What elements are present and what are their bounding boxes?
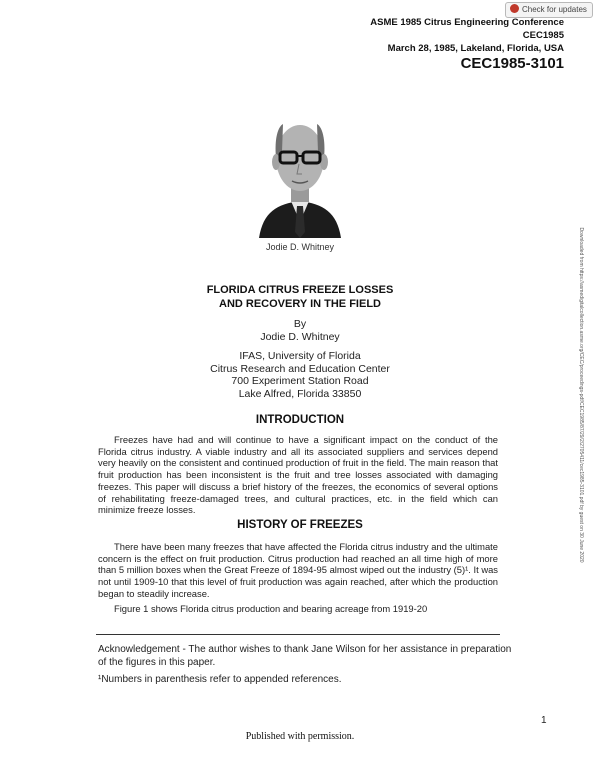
history-text: There have been many freezes that have affected the Florida citrus industry and the ultimate concern is the effect on fruit production. Citrus production had reached an all time high of more than 5 million boxes when the Great Freeze of 1894-95 almost wiped out the industry (5)¹. It was not until 1909-10 that this level of fruit production was again reached, after which the production began to steadily increase. bbox=[98, 541, 498, 599]
check-for-updates-label: Check for updates bbox=[522, 5, 587, 14]
document-id: CEC1985-3101 bbox=[460, 55, 564, 72]
affiliation-line-2: Citrus Research and Education Center bbox=[210, 362, 390, 375]
conference-date-location: March 28, 1985, Lakeland, Florida, USA bbox=[387, 43, 564, 54]
history-heading: HISTORY OF FREEZES bbox=[237, 519, 363, 531]
introduction-paragraph bbox=[98, 434, 498, 516]
author-portrait bbox=[255, 100, 345, 238]
affiliation-line-1: IFAS, University of Florida bbox=[239, 350, 361, 362]
references-note: ¹Numbers in parenthesis refer to appended references. bbox=[98, 674, 342, 685]
byline-author: Jodie D. Whitney bbox=[260, 331, 340, 343]
conference-name: ASME 1985 Citrus Engineering Conference bbox=[370, 17, 564, 28]
introduction-heading: INTRODUCTION bbox=[255, 414, 345, 426]
byline-by: By bbox=[293, 318, 307, 330]
history-paragraph bbox=[98, 541, 498, 600]
conference-header bbox=[370, 16, 564, 55]
publication-notice: Published with permission. bbox=[245, 731, 355, 742]
acknowledgement-note: Acknowledgement - The author wishes to thank Jane Wilson for her assistance in preparation of the figures in this paper. bbox=[98, 644, 512, 668]
affiliation bbox=[0, 350, 600, 400]
affiliation-line-3: 700 Experiment Station Road bbox=[231, 375, 369, 387]
introduction-text: Freezes have had and will continue to have a significant impact on the conduct of the Florida citrus industry. A viable industry and all its associated suppliers and services depend very heavily on the consistent and continued production of fruit in the field. The main reason that fruit production has been inconsistent is the fruit and tree losses associated with damaging freezes. This paper will discuss a brief history of the freezes, the economics of several options of rehabilitating freeze-damaged trees, and cultural practices, etc. in the field which can minimize freeze losses. bbox=[98, 434, 498, 516]
footnote-divider bbox=[96, 634, 500, 635]
paper-title bbox=[0, 283, 600, 311]
title-line-2: AND RECOVERY IN THE FIELD bbox=[219, 298, 381, 310]
byline bbox=[0, 318, 600, 344]
conference-code: CEC1985 bbox=[522, 30, 564, 41]
affiliation-line-4: Lake Alfred, Florida 33850 bbox=[238, 387, 362, 400]
title-line-1: FLORIDA CITRUS FREEZE LOSSES bbox=[206, 284, 394, 296]
page-number: 1 bbox=[541, 715, 547, 726]
photo-caption: Jodie D. Whitney bbox=[265, 242, 335, 252]
figure-paragraph bbox=[98, 603, 498, 615]
update-check-icon bbox=[510, 4, 519, 13]
figure-text: Figure 1 shows Florida citrus production and bearing acreage from 1919-20 bbox=[114, 603, 428, 614]
download-watermark-text: Downloaded from https://asmedigitalcollection.asme.org/CEC/proceedings-pdf/CEC1985/87/29/2/2705411/cec1985-3101.pdf by guest on 30 June 2020 bbox=[578, 227, 584, 563]
